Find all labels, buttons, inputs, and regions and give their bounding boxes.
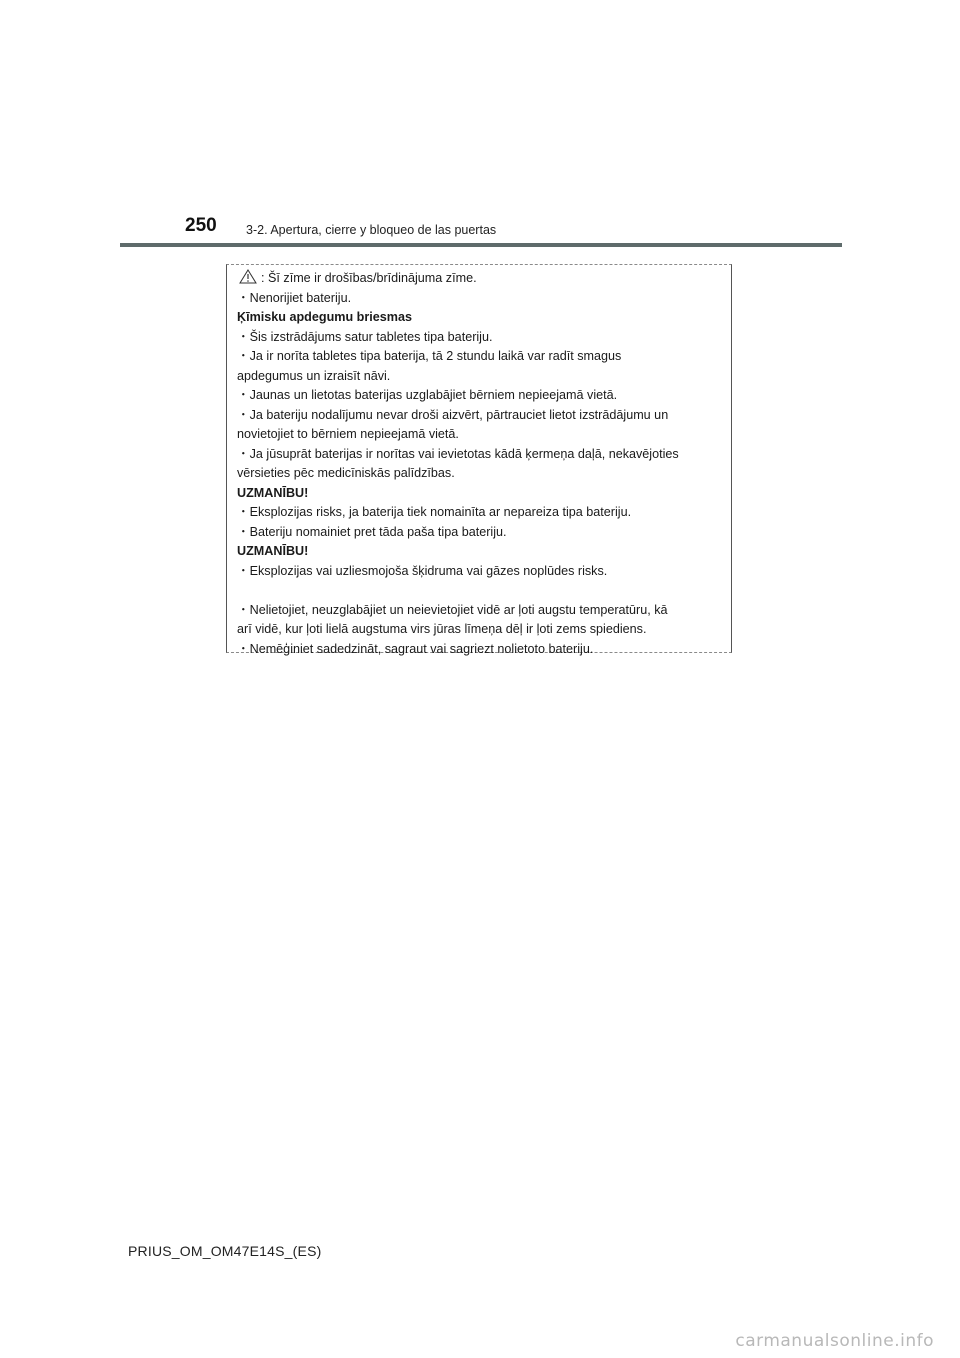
warning-text-line: ・Bateriju nomainiet pret tāda paša tipa bateriju. xyxy=(237,524,507,539)
warning-text-line: ・Jaunas un lietotas baterijas uzglabājiet bērniem nepieejamā vietā. xyxy=(237,388,618,402)
warning-text-line: ・Nenorijiet bateriju. xyxy=(237,290,352,305)
warning-text-line: novietojiet to bērniem nepieejamā vietā. xyxy=(237,427,459,441)
caution-heading: UZMANĪBU! xyxy=(237,485,309,500)
warning-text-line: ・Ja ir norīta tabletes tipa baterija, tā 2 stundu laikā var radīt smagus xyxy=(237,349,622,363)
warning-text-line: arī vidē, kur ļoti lielā augstuma virs jūras līmeņa dēļ ir ļoti zems spiediens. xyxy=(237,622,647,636)
warning-text-line: ・Šis izstrādājums satur tabletes tipa bateriju. xyxy=(237,329,493,344)
warning-text-line: vērsieties pēc medicīniskās palīdzības. xyxy=(237,466,455,480)
section-title: 3-2. Apertura, cierre y bloqueo de las puertas xyxy=(246,223,497,237)
warning-text-line: ・Nelietojiet, neuzglabājiet un neievietojiet vidē ar ļoti augstu temperatūru, kā xyxy=(237,602,668,617)
blank-line xyxy=(237,581,725,601)
caution-heading: UZMANĪBU! xyxy=(237,544,309,558)
warning-legend-line xyxy=(237,269,725,289)
warning-text-line: ・Nemēģiniet sadedzināt, sagraut vai sagriezt nolietoto bateriju. xyxy=(237,641,594,656)
page-number: 250 xyxy=(185,215,217,236)
warning-text-line: apdegumus un izraisīt nāvi. xyxy=(237,368,391,383)
warning-heading: Ķīmisku apdegumu briesmas xyxy=(237,310,412,324)
watermark: carmanualsonline.info xyxy=(735,1331,934,1351)
warning-text-line: ・Ja bateriju nodalījumu nevar droši aizvērt, pārtrauciet lietot izstrādājumu un xyxy=(237,407,669,422)
warning-box xyxy=(226,264,732,656)
warning-legend-text: : Šī zīme ir drošības/brīdinājuma zīme. xyxy=(261,271,477,285)
warning-text-line: ・Eksplozijas vai uzliesmojoša šķidruma vai gāzes noplūdes risks. xyxy=(237,563,608,578)
warning-text-line: ・Ja jūsuprāt baterijas ir norītas vai ievietotas kādā ķermeņa daļā, nekavējoties xyxy=(237,446,679,461)
warning-text-line: ・Eksplozijas risks, ja baterija tiek nomainīta ar nepareiza tipa bateriju. xyxy=(237,505,632,519)
header-divider xyxy=(120,243,842,247)
document-code: PRIUS_OM_OM47E14S_(ES) xyxy=(128,1243,322,1259)
warning-triangle-icon xyxy=(239,269,257,284)
